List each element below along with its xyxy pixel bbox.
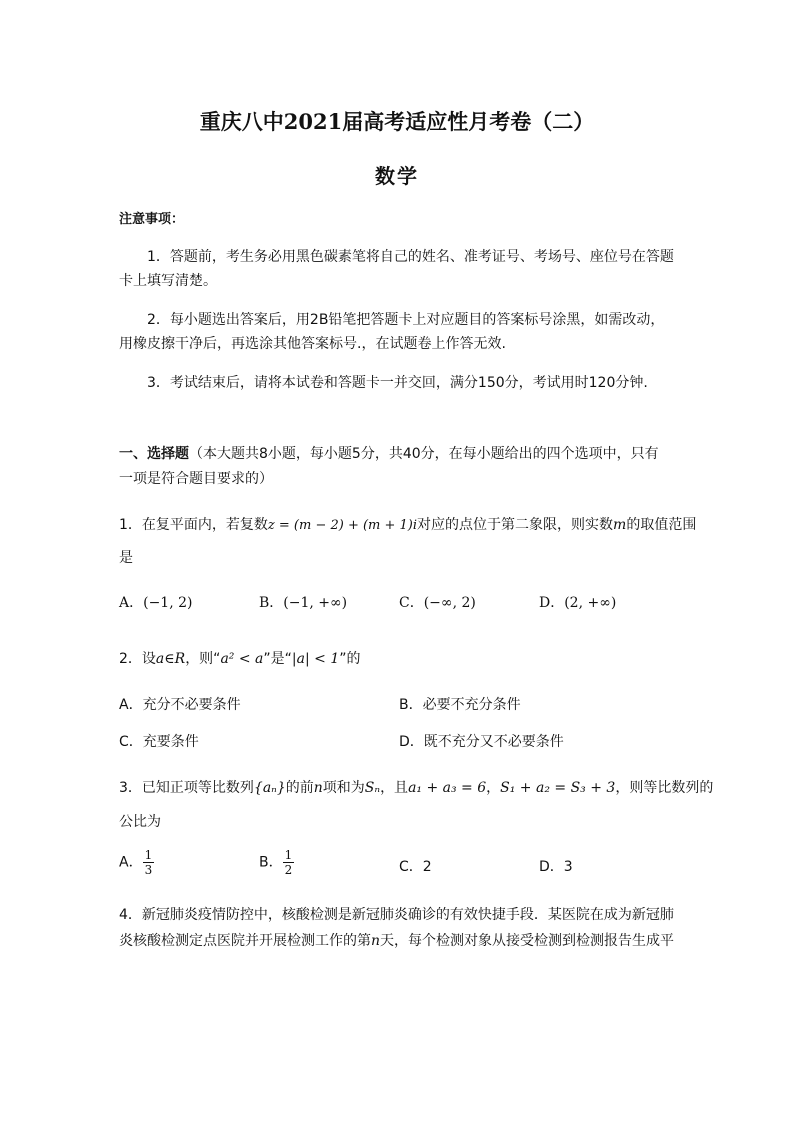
- q3-pre: 3．已知正项等比数列: [119, 780, 254, 796]
- q1-mid: 对应的点位于第二象限，则实数: [417, 517, 614, 533]
- notice-item-1a: 1．答题前，考生务必用黑色碳素笔将自己的姓名、准考证号、考场号、座位号在答题: [147, 249, 674, 265]
- notice-item-3: 3．考试结束后，请将本试卷和答题卡一并交回，满分150分，考试用时120分钟.: [147, 375, 648, 391]
- q3-sn: Sₙ: [364, 780, 381, 796]
- q3-n: n: [313, 780, 323, 796]
- q1-option-c: C．(−∞, 2): [399, 595, 476, 611]
- q4-line-1: 4．新冠肺炎疫情防控中，核酸检测是新冠肺炎确诊的有效快捷手段．某医院在成为新冠肺: [119, 907, 674, 923]
- page-title: 重庆八中2021届高考适应性月考卷（二）: [199, 109, 595, 134]
- fraction-numerator: 1: [144, 848, 153, 862]
- q3-option-b-label: B．: [259, 854, 283, 871]
- q3-option-d: D．3: [539, 859, 573, 875]
- q4-line-2-post: 天，每个检测对象从接受检测到检测报告生成平: [380, 933, 675, 949]
- q2-option-a: A．充分不必要条件: [119, 697, 241, 713]
- q2-line-1: [119, 648, 679, 668]
- section1-desc-b: 一项是符合题目要求的）: [119, 471, 273, 487]
- q3-line-2: 公比为: [119, 814, 161, 830]
- q3-option-c: C．2: [399, 859, 432, 875]
- q3-mid1: 的前: [285, 780, 314, 796]
- q3-post: ，则等比数列的: [615, 780, 714, 796]
- q2-option-d: D．既不充分又不必要条件: [399, 734, 564, 750]
- fraction-numerator: 1: [284, 848, 293, 862]
- q3-option-b-fraction: [283, 848, 295, 877]
- q1-formula: z = (m − 2) + (m + 1)i: [267, 518, 418, 533]
- q3-mid2: 项和为: [322, 780, 365, 796]
- notice-item-2b: 用橡皮擦干净后，再选涂其他答案标号.，在试题卷上作答无效.: [119, 336, 506, 352]
- q3-option-a: [119, 848, 154, 877]
- fraction-denominator: 3: [144, 863, 153, 877]
- notice-item-1b: 卡上填写清楚。: [119, 273, 217, 289]
- q3-eq1: a₁ + a₃ = 6: [408, 780, 487, 796]
- q3-mid3: ，且: [380, 780, 409, 796]
- q1-option-d: D．(2, +∞): [539, 595, 617, 611]
- q3-option-a-label: A．: [119, 854, 143, 871]
- q1-line-1: [119, 514, 697, 534]
- q1-option-b: B．(−1, +∞): [259, 595, 348, 611]
- q1-post: 的取值范围: [626, 517, 697, 533]
- q4-line-2: [119, 930, 679, 950]
- q2-post: ”的: [339, 651, 361, 667]
- notice-item-2a: 2．每小题选出答案后，用2B铅笔把答题卡上对应题目的答案标号涂黑，如需改动，: [147, 312, 665, 328]
- q4-var: n: [371, 933, 381, 949]
- q4-line-2-pre: 炎核酸检测定点医院并开展检测工作的第: [119, 933, 371, 949]
- q3-line-1: [119, 777, 714, 797]
- q2-expr1: a² < a: [220, 651, 264, 667]
- q2-pre: 2．设: [119, 651, 156, 667]
- q3-option-a-fraction: [143, 848, 155, 877]
- q1-pre: 1．在复平面内，若复数: [119, 517, 268, 533]
- subject-title: 数学: [375, 164, 419, 188]
- section1-heading: 一、选择题: [119, 446, 189, 462]
- q3-seq: {aₙ}: [253, 780, 286, 796]
- q2-option-c: C．充要条件: [119, 734, 199, 750]
- q2-expr2: |a| < 1: [291, 651, 340, 667]
- notice-heading: 注意事项：: [119, 212, 185, 227]
- q1-line-2: 是: [119, 550, 133, 566]
- q3-mid4: ，: [486, 780, 501, 796]
- q1-option-a: A．(−1, 2): [119, 595, 193, 611]
- q2-mid1: ，则“: [185, 651, 221, 667]
- q3-option-b: [259, 848, 294, 877]
- q2-cond: a∈R: [155, 651, 186, 667]
- fraction-denominator: 2: [284, 863, 293, 877]
- q3-eq2: S₁ + a₂ = S₃ + 3: [500, 780, 616, 796]
- q1-var: m: [613, 517, 627, 533]
- section1-line-1: [119, 443, 679, 463]
- section1-desc-a: （本大题共8小题，每小题5分，共40分，在每小题给出的四个选项中，只有: [189, 446, 659, 462]
- q2-option-b: B．必要不充分条件: [399, 697, 521, 713]
- q2-mid2: ”是“: [263, 651, 292, 667]
